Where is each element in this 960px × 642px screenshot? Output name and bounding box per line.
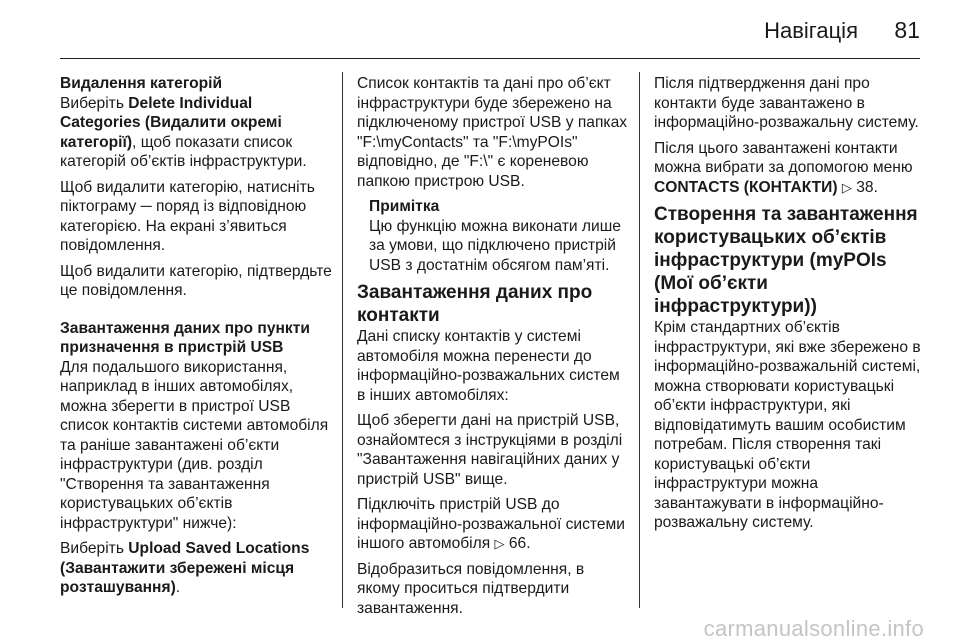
column-3 — [654, 74, 926, 539]
paragraph: Виберіть Delete Individual Categories (Видалити окремі категорії), щоб показати список категорій об’єктів інфраструктури. — [60, 94, 307, 170]
paragraph: Крім стандартних об’єктів інфраструктури, які вже збережено в інформаційно-розважальній системі, можна створювати користувацькі об’єкти інфраструктури, які відповідатимуть вашим особистим потребам. Після створення такі користувацькі об’єкти інфраструктури можна завантажувати в інформаційно-розважальну систему. — [654, 319, 921, 531]
heading-contacts-download: Завантаження даних про контакти — [357, 282, 593, 326]
paragraph: Відобразиться повідомлення, в якому проситься підтвердити завантаження. — [357, 560, 585, 617]
column-2 — [357, 74, 629, 624]
page-header — [60, 0, 920, 58]
paragraph: Щоб видалити категорію, підтвердьте це повідомлення. — [60, 262, 332, 299]
paragraph: Щоб видалити категорію, натисніть піктограму ─ поряд із відповідною категорією. На екрані з’явиться повідомлення. — [60, 178, 315, 254]
page-reference: 38 — [856, 178, 874, 196]
menu-option-delete-categories: Delete Individual Categories (Видалити окремі категорії) — [60, 94, 282, 151]
page-number: 81 — [894, 17, 920, 43]
paragraph: Список контактів та дані про об’єкт інфраструктури буде збережено на підключеному пристрої USB у папках "F:\myContacts" та "F:\myPOIs" відповідно, де "F:\" є кореневою папкою пристрою USB. — [357, 75, 628, 190]
page-ref-arrow-icon: ▷ — [494, 536, 505, 551]
note-box — [369, 197, 629, 275]
page-reference: 66 — [508, 535, 527, 552]
column-1 — [60, 74, 332, 604]
note-text: Цю функцію можна виконати лише за умови, що підключено пристрій USB з достатнім обсягом пам’яті. — [369, 217, 621, 274]
column-divider-2 — [639, 72, 640, 608]
page-title: Навігація — [764, 18, 858, 43]
menu-option-contacts: CONTACTS (КОНТАКТИ) — [654, 178, 838, 196]
note-title: Примітка — [369, 198, 440, 215]
subheading-upload-usb: Завантаження даних про пункти призначення в пристрій USB — [60, 319, 310, 356]
paragraph: Після цього завантажені контакти можна вибрати за допомогою меню CONTACTS (КОНТАКТИ) ▷ 38. — [654, 139, 913, 196]
watermark: carmanualsonline.info — [703, 616, 924, 641]
header-rule — [60, 58, 920, 59]
page-ref-arrow-icon: ▷ — [841, 179, 852, 195]
column-divider-1 — [342, 72, 343, 608]
menu-option-upload-locations: Upload Saved Locations (Завантажити збережені місця розташування) — [60, 540, 310, 596]
paragraph: Для подальшого використання, наприклад в інших автомобілях, можна зберегти в пристрої USB список контактів системи автомобіля та раніше завантажені об’єкти інфраструктури (див. розділ "Створення та завантаження користувацьких об’єктів інфраструктури" нижче): — [60, 358, 329, 532]
paragraph: Після підтвердження дані про контакти буде завантажено в інформаційно-розважальну систему. — [654, 75, 919, 131]
heading-create-pois: Створення та завантаження користувацьких об’єктів інфраструктури (myPOIs (Мої об’єкти інфраструктури)) — [654, 204, 918, 317]
paragraph: Щоб зберегти дані на пристрій USB, ознайомтеся з інструкціями в розділі "Завантаження навігаційних даних у пристрій USB" вище. — [357, 412, 623, 488]
paragraph: Підключіть пристрій USB до інформаційно-розважальної системи іншого автомобіля ▷ 66. — [357, 496, 625, 552]
paragraph: Дані списку контактів у системі автомобіля можна перенести до інформаційно-розважальних систем в інших автомобілях: — [357, 328, 620, 404]
paragraph: Виберіть Upload Saved Locations (Завантажити збережені місця розташування). — [60, 540, 310, 596]
subheading-delete-categories: Видалення категорій — [60, 75, 223, 92]
